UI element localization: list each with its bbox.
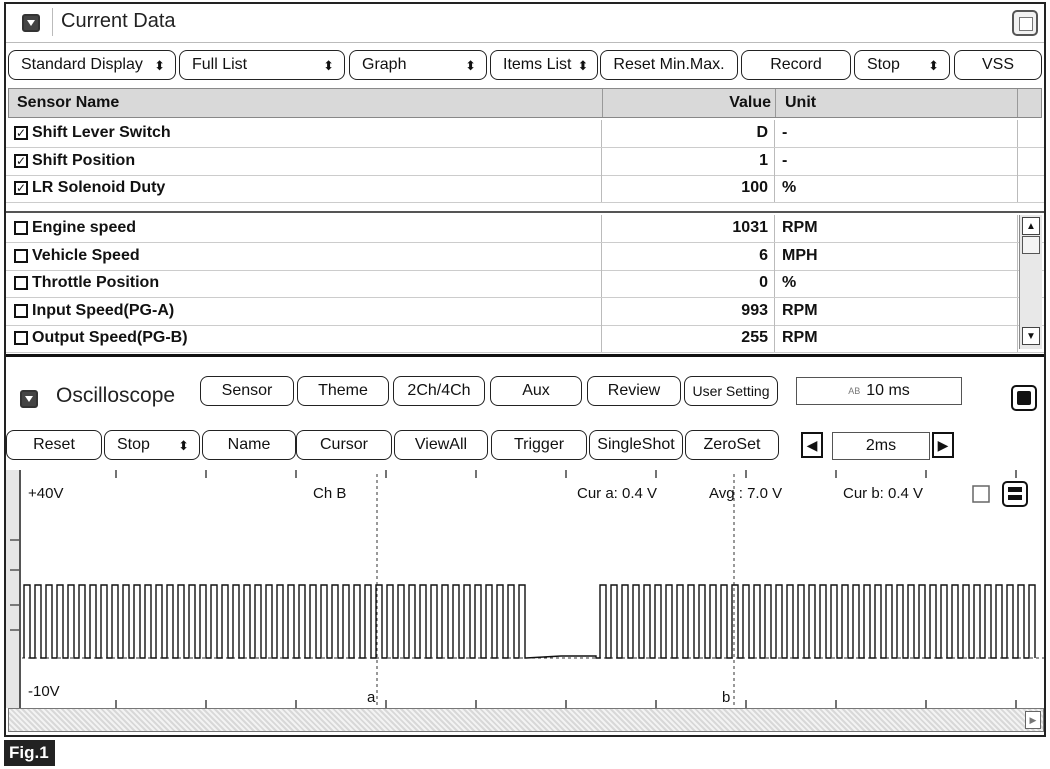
step-value: 2ms [865, 437, 897, 454]
sensor-value: D [756, 124, 768, 141]
cursor-b-label: b [722, 689, 731, 706]
column-value: Value [729, 94, 771, 111]
sensor-name: Input Speed(PG-A) [32, 301, 175, 319]
sensor-value: 1 [759, 151, 768, 169]
column-divider [774, 325, 775, 353]
channel-menu-icon [1003, 482, 1027, 506]
sensor-unit: % [782, 179, 797, 196]
checkbox-icon[interactable] [14, 331, 28, 345]
button-label: Aux [522, 382, 550, 399]
sensor-value: 993 [741, 301, 768, 319]
button-label: VSS [981, 56, 1014, 73]
column-divider [774, 298, 775, 326]
current-data-title: Current Data [61, 10, 176, 32]
button-label: Cursor [319, 436, 368, 453]
table-row[interactable] [6, 148, 1044, 176]
cd-record-button[interactable] [741, 50, 851, 80]
checkbox-icon[interactable] [14, 249, 28, 263]
table-row[interactable] [6, 215, 1044, 243]
header-separator [52, 8, 53, 36]
button-label: Record [770, 56, 822, 73]
button-label: SingleShot [597, 436, 675, 453]
osc-cursor-button[interactable] [296, 430, 392, 460]
table-row[interactable] [6, 298, 1044, 326]
right-arrow-icon[interactable]: ▶ [932, 432, 954, 458]
column-divider [774, 148, 775, 176]
column-divider [601, 298, 602, 326]
button-label: Theme [318, 382, 368, 399]
table-row[interactable] [6, 243, 1044, 271]
y-min-label: -10V [28, 683, 60, 700]
sensor-name-cell [14, 152, 135, 170]
column-divider [601, 270, 602, 298]
column-divider [774, 243, 775, 271]
button-label: Reset Min.Max. [613, 56, 725, 73]
sensor-name-cell [14, 219, 136, 237]
cd-stop-button[interactable] [854, 50, 950, 80]
current-data-header [6, 4, 1044, 42]
button-label: Standard Display [21, 56, 143, 73]
checkbox-icon[interactable]: ✓ [15, 126, 27, 140]
sensor-name: LR Solenoid Duty [32, 179, 166, 196]
updown-icon: ⬍ [465, 57, 476, 73]
column-divider [602, 89, 603, 117]
selected-sensor-list [6, 120, 1044, 210]
updown-icon: ⬍ [928, 57, 939, 73]
button-label: Stop [117, 436, 150, 453]
updown-icon: ⬍ [577, 57, 589, 73]
osc-aux-button[interactable] [490, 376, 582, 406]
button-label: Trigger [513, 436, 565, 453]
column-divider [774, 270, 775, 298]
sensor-unit: RPM [782, 329, 818, 346]
sensor-unit: % [782, 274, 797, 291]
sensor-unit: - [782, 151, 788, 169]
osc-trigger-button[interactable] [491, 430, 587, 460]
checkbox-icon[interactable] [14, 304, 28, 318]
plot-left-strip [6, 470, 20, 708]
table-row[interactable] [6, 270, 1044, 298]
left-arrow-icon[interactable]: ◀ [801, 432, 823, 458]
button-label: User Setting [692, 383, 770, 399]
scroll-thumb[interactable] [1022, 236, 1040, 254]
osc-theme-button[interactable] [297, 376, 389, 406]
column-divider [601, 215, 602, 243]
checkbox-icon[interactable] [14, 276, 28, 290]
sensor-name-cell [14, 124, 171, 142]
button-label: Sensor [221, 382, 273, 399]
column-divider [1017, 298, 1018, 326]
cursor-a-label: a [367, 689, 376, 706]
column-divider [1017, 120, 1018, 148]
cd-graph-button[interactable] [349, 50, 487, 80]
sensor-name-cell [14, 274, 159, 292]
horizontal-scrollbar[interactable] [8, 708, 1044, 732]
sensor-value: 0 [759, 274, 768, 291]
sensor-value: 1031 [732, 219, 768, 236]
osc-reset-button[interactable] [6, 430, 102, 460]
osc-review-button[interactable] [587, 376, 681, 406]
button-label: Reset [33, 436, 75, 453]
column-divider [774, 175, 775, 203]
sensor-list [6, 215, 1044, 349]
sensor-list-scrollbar[interactable] [1019, 215, 1042, 349]
table-header [8, 88, 1042, 118]
button-label: Items List [503, 56, 572, 73]
scroll-down-icon[interactable]: ▼ [1022, 327, 1040, 345]
cursor-b-readout: Cur b: 0.4 V [843, 485, 924, 502]
sensor-value: 100 [741, 179, 768, 196]
oscilloscope-title: Oscilloscope [56, 384, 176, 407]
column-sensor-name: Sensor Name [17, 94, 120, 111]
row-divider [6, 352, 1044, 353]
button-label: ZeroSet [703, 436, 761, 453]
osc-singleshot-button[interactable] [589, 430, 683, 460]
header-divider [6, 42, 1044, 43]
cd-reset-min-max-button[interactable] [600, 50, 738, 80]
time-per-div-box[interactable] [796, 377, 962, 405]
scroll-up-icon[interactable]: ▲ [1022, 217, 1040, 235]
sensor-unit: RPM [782, 219, 818, 236]
waveform-trace [24, 585, 1035, 658]
osc-zeroset-button[interactable] [685, 430, 779, 460]
sensor-name: Output Speed(PG-B) [32, 329, 188, 346]
list-separator [6, 211, 1044, 213]
panel-divider[interactable] [6, 354, 1044, 357]
collapse-icon[interactable] [22, 14, 40, 32]
column-divider [601, 120, 602, 148]
stop-square-icon[interactable] [1011, 385, 1037, 411]
y-max-label: +40V [28, 485, 64, 502]
osc-name-button[interactable] [202, 430, 296, 460]
cd-full-list-button[interactable] [179, 50, 345, 80]
sensor-name: Shift Lever Switch [32, 124, 171, 141]
button-label: Stop [867, 56, 900, 73]
table-row[interactable] [6, 175, 1044, 203]
updown-icon: ⬍ [178, 437, 189, 453]
osc-stop-button[interactable] [104, 430, 200, 460]
sensor-unit: MPH [782, 246, 818, 264]
channel-checkbox-icon [973, 486, 989, 502]
updown-icon: ⬍ [323, 57, 334, 73]
sensor-name-cell [14, 302, 174, 320]
column-divider [601, 325, 602, 353]
column-divider [1017, 243, 1018, 271]
sensor-name-cell [14, 329, 188, 347]
time-per-div: 10 ms [866, 382, 910, 399]
sensor-name: Engine speed [32, 219, 137, 236]
osc-user-setting-button[interactable] [684, 376, 778, 406]
sensor-name-cell [14, 179, 165, 197]
channel-menu-bar [1008, 487, 1022, 492]
button-label: Graph [362, 56, 407, 73]
column-unit: Unit [785, 94, 817, 111]
button-label: Review [607, 382, 661, 399]
column-divider [1017, 325, 1018, 353]
osc-viewall-button[interactable] [394, 430, 488, 460]
table-row[interactable] [6, 325, 1044, 353]
checkbox-icon[interactable] [14, 221, 28, 235]
sensor-unit: - [782, 124, 788, 141]
scroll-right-icon[interactable]: ▶ [1025, 711, 1041, 729]
step-value-box[interactable] [832, 432, 930, 460]
cd-vss-button[interactable] [954, 50, 1042, 80]
column-divider [601, 243, 602, 271]
column-divider [774, 215, 775, 243]
sensor-unit: RPM [782, 301, 818, 319]
current-data-toolbar [6, 48, 1044, 82]
button-label: 2Ch/4Ch [407, 382, 471, 399]
column-divider [601, 148, 602, 176]
sensor-value: 255 [741, 329, 768, 346]
column-divider [601, 175, 602, 203]
row-divider [6, 202, 1044, 203]
sensor-name: Vehicle Speed [32, 246, 140, 264]
column-divider [1017, 175, 1018, 203]
checkbox-icon[interactable]: ✓ [15, 153, 27, 168]
sensor-name-cell [14, 247, 140, 265]
sensor-name: Throttle Position [32, 274, 160, 291]
avg-readout: Avg : 7.0 V [709, 485, 783, 502]
column-divider [774, 120, 775, 148]
cd-standard-display-button[interactable] [8, 50, 176, 80]
button-label: ViewAll [414, 436, 468, 453]
channel-menu-bar [1008, 495, 1022, 500]
column-divider [775, 89, 776, 117]
cd-items-list-button[interactable] [490, 50, 598, 80]
column-divider [1017, 148, 1018, 176]
figure-label: Fig.1 [4, 740, 55, 766]
button-label: Full List [192, 56, 248, 73]
table-row[interactable] [6, 120, 1044, 148]
cursor-a-readout: Cur a: 0.4 V [577, 485, 658, 502]
scan-tool-window [4, 2, 1046, 737]
oscilloscope-plot[interactable] [6, 470, 1044, 708]
column-divider [1017, 89, 1018, 117]
zoom-icon: AB [848, 385, 861, 396]
waveform-canvas [6, 470, 1044, 708]
window-icon[interactable] [1012, 10, 1038, 36]
sensor-name: Shift Position [32, 151, 136, 169]
button-label: Name [227, 436, 271, 453]
column-divider [1017, 215, 1018, 243]
updown-icon: ⬍ [154, 57, 165, 73]
osc-sensor-button[interactable] [200, 376, 294, 406]
channel-label: Ch B [313, 485, 347, 502]
checkbox-icon[interactable]: ✓ [15, 181, 27, 195]
column-divider [1017, 270, 1018, 298]
osc-2ch-4ch-button[interactable] [393, 376, 485, 406]
sensor-value: 6 [759, 246, 768, 264]
